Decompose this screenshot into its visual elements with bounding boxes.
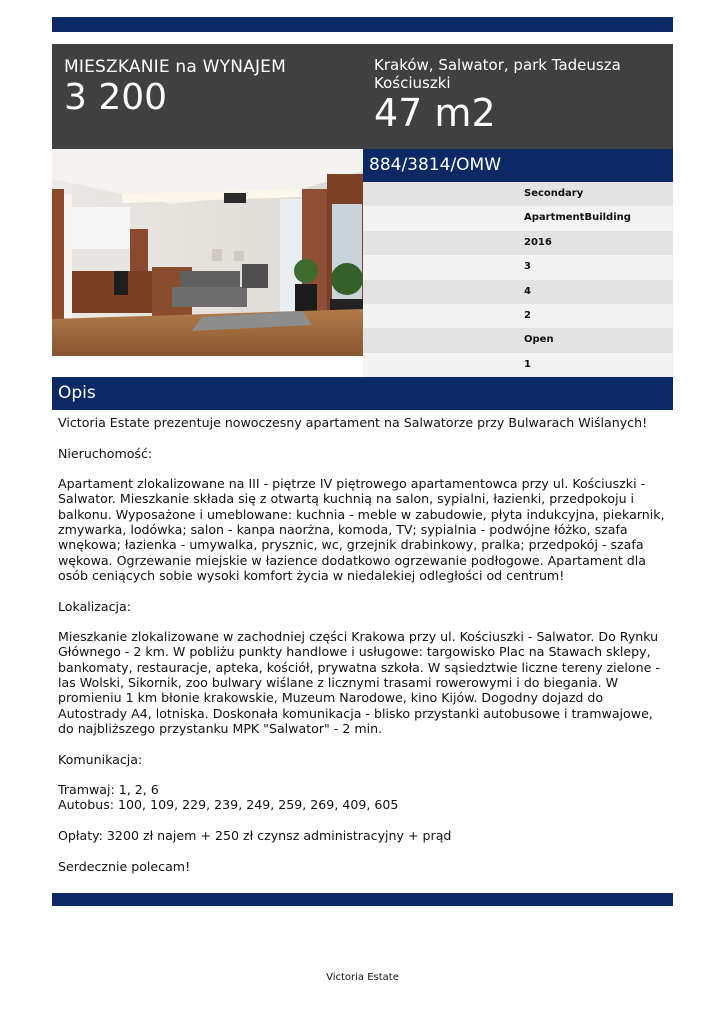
reference-number: 884/3814/OMW <box>369 155 502 175</box>
top-decorative-bar <box>52 17 673 32</box>
detail-value: 3 <box>524 261 531 273</box>
detail-value: 2 <box>524 309 531 321</box>
description-paragraph: Victoria Estate prezentuje nowoczesny apartament na Salwatorze przy Bulwarach Wiślanych! <box>58 415 648 430</box>
details-row <box>363 182 673 206</box>
description-paragraph: Autobus: 100, 109, 229, 239, 249, 259, 269, 409, 605 <box>58 797 399 813</box>
listing-type: MIESZKANIE na WYNAJEM <box>64 57 286 77</box>
detail-value: Open <box>524 334 554 346</box>
reference-number-bar <box>363 149 673 182</box>
detail-value: ApartmentBuilding <box>524 212 631 224</box>
details-row <box>363 353 673 377</box>
details-table <box>363 182 673 377</box>
description-body <box>58 415 670 874</box>
details-row <box>363 255 673 279</box>
apartment-photo <box>52 149 363 356</box>
description-paragraph: Tramwaj: 1, 2, 6 <box>58 782 159 798</box>
listing-location: Kraków, Salwator, park Tadeusza Kościuszki <box>374 56 621 92</box>
description-paragraph: Lokalizacja: <box>58 598 131 614</box>
description-paragraph: Serdecznie polecam! <box>58 858 191 874</box>
listing-header <box>52 44 673 149</box>
footer-agency-name: Victoria Estate <box>326 972 399 983</box>
description-title: Opis <box>58 383 96 403</box>
details-row <box>363 304 673 328</box>
description-paragraph: Nieruchomość: <box>58 445 153 461</box>
listing-area: 47 m2 <box>374 91 496 135</box>
details-row <box>363 206 673 230</box>
detail-value: 1 <box>524 358 531 370</box>
description-paragraph: Opłaty: 3200 zł najem + 250 zł czynsz administracyjny + prąd <box>58 828 452 844</box>
details-row <box>363 280 673 304</box>
detail-value: Secondary <box>524 188 584 199</box>
detail-value: 4 <box>524 285 531 297</box>
detail-value: 2016 <box>524 236 552 248</box>
listing-price: 3 200 <box>64 77 168 118</box>
description-paragraph: Apartament zlokalizowane na III - piętrze IV piętrowego apartamentowca przy ul. Kościuszki - Salwator. Mieszkanie składa się z otwartą kuchnią na salon, sypialni, łazienki, przedpokoju i balkonu. Wyposażone i umeblowane: kuchnia - meble w zabudowie, płyta indukcyjna, piekarnik, zmywarka, lodówka; salon - kanpa naorżna, komoda, TV; sypialnia - podwójne łóżko, szafa wnękowa; łazienka - umywalka, prysznic, wc, grzejnik drabinkowy, pralka; przedpokój - szafa wękowa. Ogrzewanie miejskie w łazience dodatkowo ogrzewanie podłogowe. Apartament dla osób ceniących sobie wysoki komfort życia w niedalekiej odległości od centrum! <box>58 476 665 583</box>
description-paragraph: Mieszkanie zlokalizowane w zachodniej części Krakowa przy ul. Kościuszki - Salwator. Do Rynku Głównego - 2 km. W pobliżu punkty handlowe i usługowe: targowisko Plac na Stawach sklepy, bankomaty, restauracje, apteka, kościół, prywatna szkoła. W sąsiedztwie liczne tereny zielone - las Wolski, Sikornik, zoo bulwary wiślane z licznymi trasami rowerowymi i do biegania. W promieniu 1 km błonie krakowskie, Muzeum Narodowe, kino Kijów. Dogodny dojazd do Autostrady A4, lotniska. Doskonała komunikacja - blisko przystanki autobusowe i tramwajowe, do najbliższego przystanku MPK "Salwator" - 2 min. <box>58 629 660 736</box>
bottom-decorative-bar <box>52 893 673 906</box>
details-row <box>363 328 673 352</box>
details-row <box>363 231 673 255</box>
description-header <box>52 377 673 410</box>
description-paragraph: Komunikacja: <box>58 751 143 767</box>
